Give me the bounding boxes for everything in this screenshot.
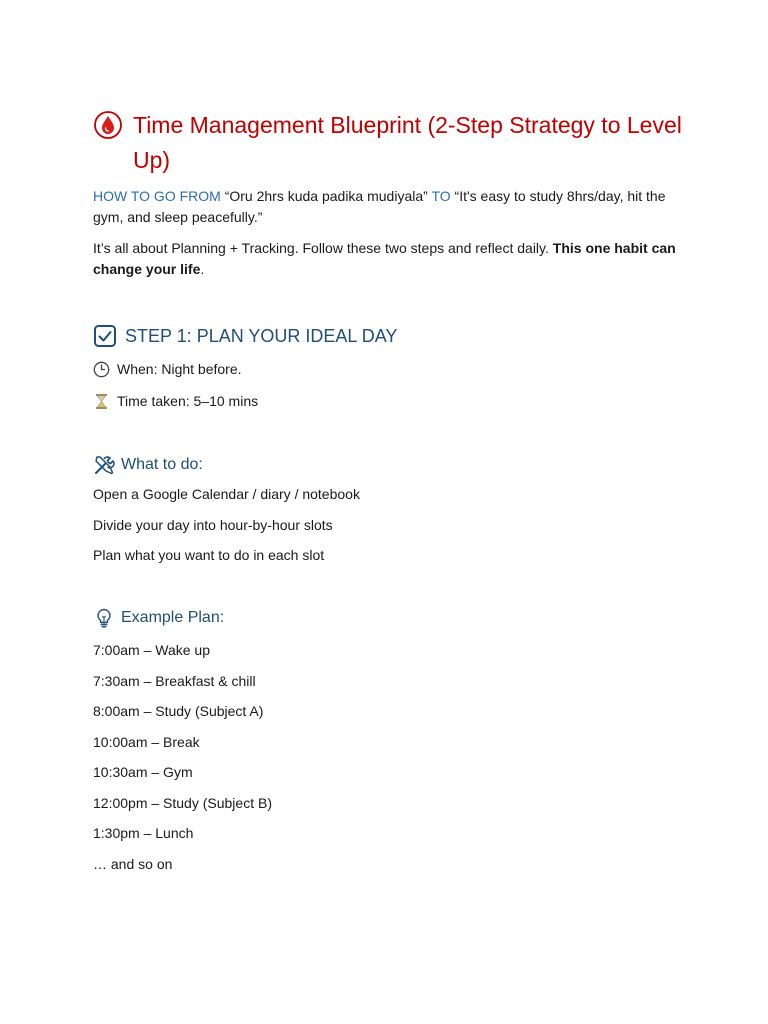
summary-bold: This one habit can change your life <box>93 240 676 277</box>
when-row <box>93 359 683 379</box>
time-taken-row <box>93 391 683 411</box>
list-item: 12:00pm – Study (Subject B) <box>93 794 272 811</box>
step1-heading <box>93 324 683 348</box>
lightbulb-icon <box>93 607 115 629</box>
clock-icon <box>93 361 110 378</box>
tools-icon <box>93 454 115 476</box>
when-text: When: Night before. <box>117 361 242 377</box>
to-label: TO <box>431 188 451 204</box>
summary-text: It’s all about Planning + Tracking. Follow these two steps and reflect daily. <box>93 240 549 256</box>
drop-icon <box>93 110 123 140</box>
hourglass-icon <box>93 393 110 410</box>
example-plan-heading <box>93 607 683 629</box>
checkbox-icon <box>93 324 117 348</box>
list-item: 7:30am – Breakfast & chill <box>93 672 256 689</box>
list-item: 10:00am – Break <box>93 733 200 750</box>
summary-paragraph <box>93 238 683 280</box>
list-item: Divide your day into hour-by-hour slots <box>93 516 333 533</box>
document-page <box>93 108 683 874</box>
what-to-do-heading-text: What to do: <box>121 456 203 473</box>
what-to-do-list <box>93 484 683 565</box>
list-item: Plan what you want to do in each slot <box>93 547 325 563</box>
example-plan-heading-text: Example Plan: <box>121 609 225 626</box>
list-item: 1:30pm – Lunch <box>93 825 194 841</box>
page-title <box>93 108 683 178</box>
list-item: Open a Google Calendar / diary / notebook <box>93 486 360 502</box>
to-quote: “It's easy to study 8hrs/day, hit the gym, and sleep peacefully.” <box>93 188 666 225</box>
intro-paragraph <box>93 186 683 228</box>
summary-end: . <box>200 261 205 277</box>
from-quote: “Oru 2hrs kuda padika mudiyala” <box>224 188 428 204</box>
list-item: … and so on <box>93 855 173 872</box>
list-item: 7:00am – Wake up <box>93 642 210 658</box>
list-item: 10:30am – Gym <box>93 764 193 780</box>
step1-heading-text: STEP 1: PLAN YOUR IDEAL DAY <box>125 325 398 346</box>
time-taken-text: Time taken: 5–10 mins <box>117 393 259 409</box>
example-plan-list <box>93 640 683 874</box>
list-item: 8:00am – Study (Subject A) <box>93 703 264 719</box>
how-label: HOW TO GO FROM <box>93 188 221 204</box>
what-to-do-heading <box>93 454 683 476</box>
title-text: Time Management Blueprint (2-Step Strategy to Level Up) <box>133 112 682 173</box>
